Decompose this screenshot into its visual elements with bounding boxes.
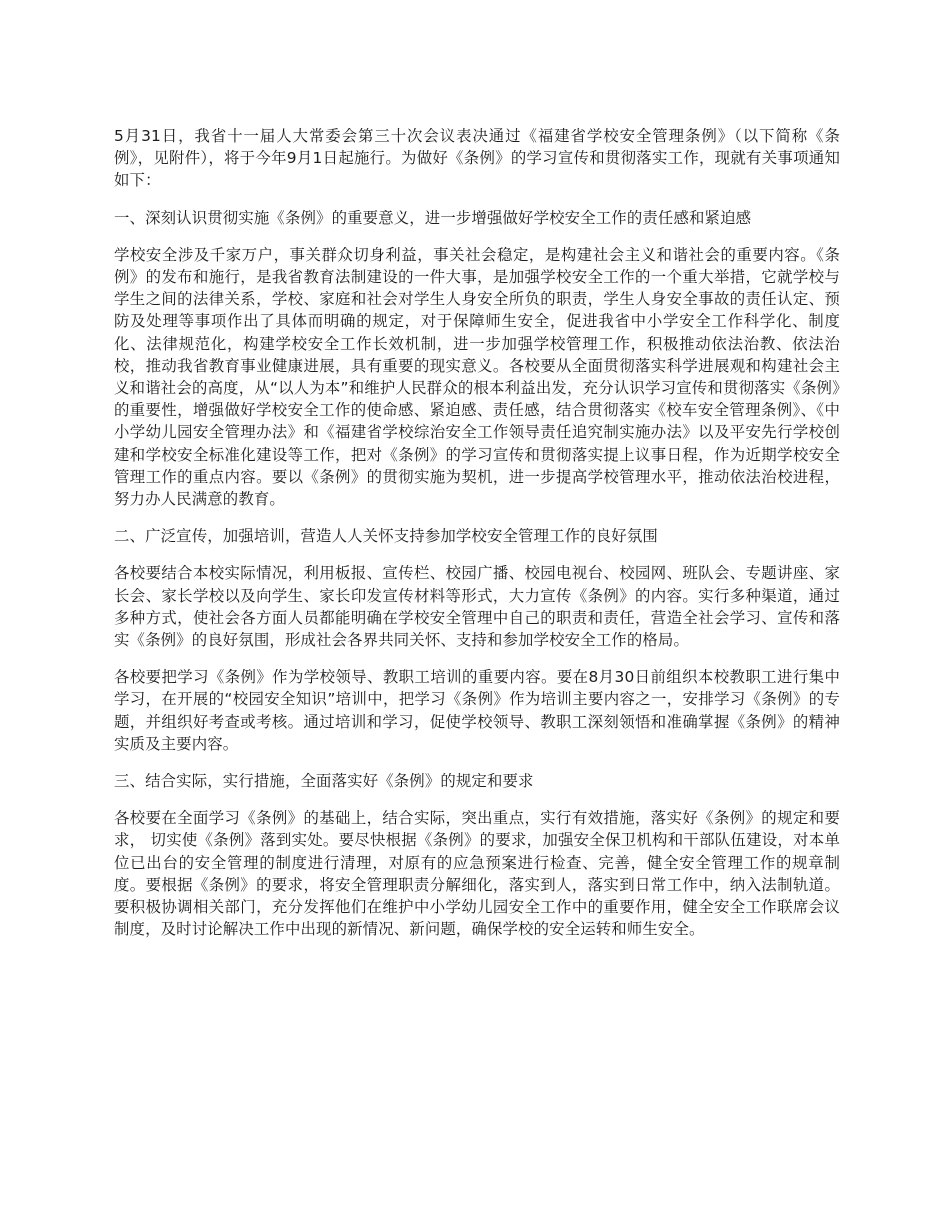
section-1-body: 学校安全涉及千家万户，事关群众切身利益，事关社会稳定，是构建社会主义和谐社会的重要内容。《条例》的发布和施行，是我省教育法制建设的一件大事，是加强学校安全工作的一个重大举措，它就学校与学生之间的法律关系，学校、家庭和社会对学生人身安全所负的职责，学生人身安全事故的责任认定、预防及处理等事项作出了具体而明确的规定，对于保障师生安全，促进我省中小学安全工作科学化、制度化、法律规范化，构建学校安全工作长效机制，进一步加强学校管理工作，积极推动依法治教、依法治校，推动我省教育事业健康进展，具有重要的现实意义。各校要从全面贯彻落实科学进展观和构建社会主义和谐社会的高度，从“以人为本”和维护人民群众的根本利益出发，充分认识学习宣传和贯彻落实《条例》的重要性，增强做好学校安全工作的使命感、紧迫感、责任感，结合贯彻落实《校车安全管理条例》、《中小学幼儿园安全管理办法》和《福建省学校综治安全工作领导责任追究制实施办法》以及平安先行学校创建和学校安全标准化建设等工作，把对《条例》的学习宣传和贯彻落实提上议事日程，作为近期学校安全管理工作的重点内容。要以《条例》的贯彻实施为契机，进一步提高学校管理水平，推动依法治校进程，努力办人民满意的教育。 — [114, 245, 840, 509]
section-heading-3: 三、结合实际，实行措施，全面落实好《条例》的规定和要求 — [114, 772, 534, 791]
intro-paragraph: 5月31日，我省十一届人大常委会第三十次会议表决通过《福建省学校安全管理条例》（以下简称《条例》，见附件），将于今年9月1日起施行。为做好《条例》的学习宣传和贯彻落实工作，现就有关事项通知如下： — [114, 127, 840, 190]
section-2-body-1: 各校要结合本校实际情况，利用板报、宣传栏、校园广播、校园电视台、校园网、班队会、专题讲座、家长会、家长学校以及向学生、家长印发宣传材料等形式，大力宣传《条例》的内容。实行多种渠道，通过多种方式，使社会各方面人员都能明确在学校安全管理中自己的职责和责任，营造全社会学习、宣传和落实《条例》的良好氛围，形成社会各界共同关怀、支持和参加学校安全工作的格局。 — [114, 564, 840, 650]
section-2-body-2: 各校要把学习《条例》作为学校领导、教职工培训的重要内容。要在8月30日前组织本校教职工进行集中学习，在开展的“校园安全知识”培训中，把学习《条例》作为培训主要内容之一，安排学习《条例》的专题，并组织好考查或考核。通过培训和学习，促使学校领导、教职工深刻领悟和准确掌握《条例》的精神实质及主要内容。 — [114, 668, 840, 753]
document-page — [114, 125, 840, 956]
section-heading-2: 二、广泛宣传，加强培训，营造人人关怀支持参加学校安全管理工作的良好氛围 — [114, 527, 658, 546]
section-3-body: 各校要在全面学习《条例》的基础上，结合实际，突出重点，实行有效措施，落实好《条例》的规定和要求， 切实使《条例》落到实处。要尽快根据《条例》的要求，加强安全保卫机构和干部队伍建设，对本单位已出台的安全管理的制度进行清理，对原有的应急预案进行检查、完善，健全安全管理工作的规章制度。要根据《条例》的要求，将安全管理职责分解细化，落实到人，落实到日常工作中，纳入法制轨道。要积极协调相关部门，充分发挥他们在维护中小学幼儿园安全工作中的重要作用，健全安全工作联席会议制度，及时讨论解决工作中出现的新情况、新问题，确保学校的安全运转和师生安全。 — [114, 809, 840, 939]
section-heading-1: 一、深刻认识贯彻实施《条例》的重要意义，进一步增强做好学校安全工作的责任感和紧迫感 — [114, 208, 752, 227]
